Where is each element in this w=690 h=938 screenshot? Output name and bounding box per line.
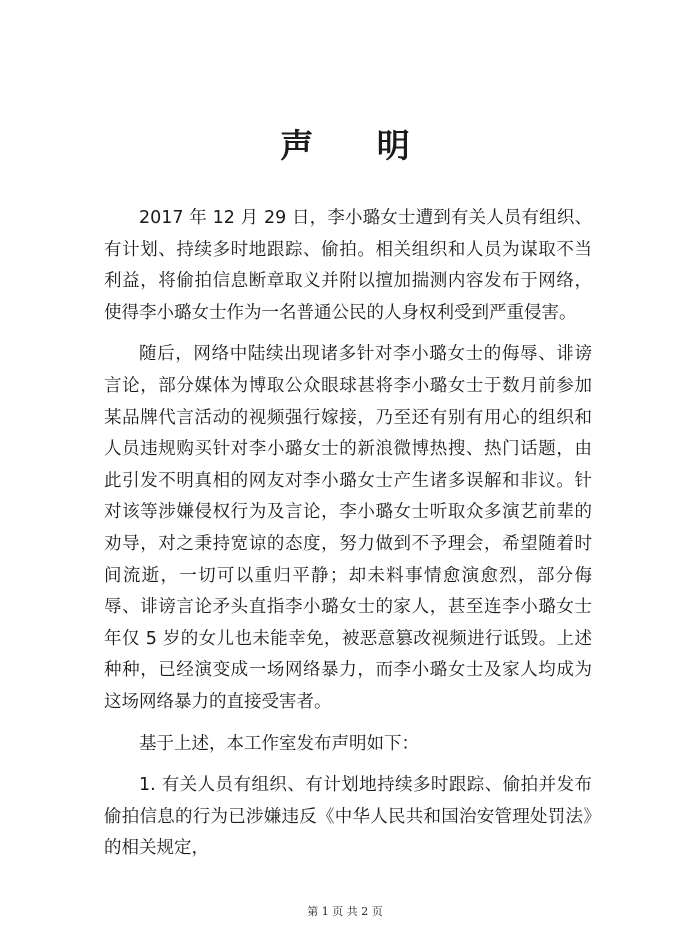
page-number-footer: 第 1 页 共 2 页 bbox=[307, 905, 383, 918]
document-title: 声 明 bbox=[280, 126, 436, 165]
document-body bbox=[104, 203, 592, 875]
paragraph-statement-intro: 基于上述，本工作室发布声明如下： bbox=[139, 733, 419, 754]
paragraph-online-abuse: 随后，网络中陆续出现诸多针对李小璐女士的侮辱、诽谤言论，部分媒体为博取公众眼球甚将李小璐女士于数月前参加某品牌代言活动的视频强行嫁接，乃至还有别有用心的组织和人员违规购买针对李小璐女士的新浪微博热搜、热门话题，由此引发不明真相的网友对李小璐女士产生诸多误解和非议。针对该等涉嫌侵权行为及言论，李小璐女士听取众多演艺前辈的劝导，对之秉持宽谅的态度，努力做到不予理会，希望随着时间流逝，一切可以重归平静；却未料事情愈演愈烈，部分侮辱、诽谤言论矛头直指李小璐女士的家人，甚至连李小璐女士年仅 5 岁的女儿也未能幸免，被恶意篡改视频进行诋毁。上述种种，已经演变成一场网络暴力，而李小璐女士及家人均成为这场网络暴力的直接受害者。 bbox=[104, 344, 592, 712]
paragraph-incident: 2017 年 12 月 29 日，李小璐女士遭到有关人员有组织、有计划、持续多时地跟踪、偷拍。相关组织和人员为谋取不当利益，将偷拍信息断章取义并附以擅加揣测内容发布于网络，使得李小璐女士作为一名普通公民的人身权利受到严重侵害。 bbox=[104, 208, 592, 323]
paragraph-point-1: 1. 有关人员有组织、有计划地持续多时跟踪、偷拍并发布偷拍信息的行为已涉嫌违反《中华人民共和国治安管理处罚法》的相关规定， bbox=[104, 775, 592, 859]
